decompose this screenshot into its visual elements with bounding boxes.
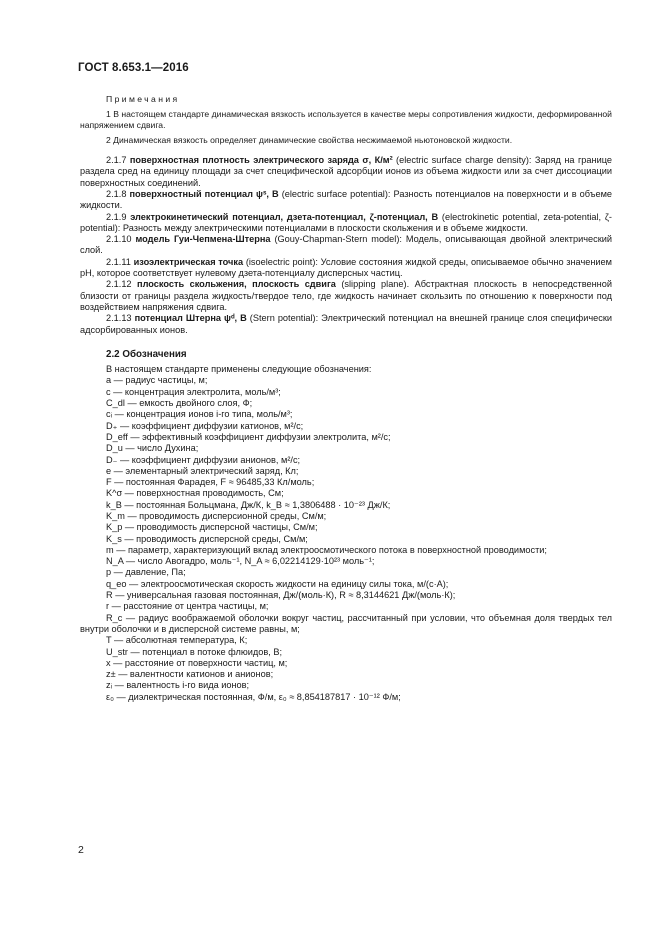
definition-term: поверхностная плотность электрического заряда σ, К/м² — [129, 155, 393, 166]
definition-2.1.8 — [80, 189, 612, 212]
definition-term: модель Гуи-Чепмена-Штерна — [135, 234, 271, 245]
symbol-item: p — давление, Па; — [106, 567, 186, 578]
definition-text: (electrokinetic potential, zeta-potential, ζ-potential): Разность между электрическими потенциалами в плоскости скольжения и в объеме жидкости. — [80, 211, 612, 233]
symbol-item: D₊ — коэффициент диффузии катионов, м²/с; — [106, 420, 304, 431]
symbol-item: m — параметр, характеризующий вклад электроосмотического потока в поверхностной проводимости; — [106, 544, 547, 555]
symbol-item: c — концентрация электролита, моль/м³; — [106, 386, 281, 397]
symbol-item: K_p — проводимость дисперсной частицы, См/м; — [106, 522, 318, 533]
definition-2.1.10 — [80, 234, 612, 257]
symbol-item: D_u — число Духина; — [106, 443, 199, 454]
note-1: 1 В настоящем стандарте динамическая вязкость используется в качестве меры сопротивления жидкости, деформированной напряжением сдвига. — [80, 109, 612, 130]
symbol-item: z± — валентности катионов и анионов; — [106, 669, 274, 680]
symbol-item: a — радиус частицы, м; — [106, 375, 208, 386]
page-content — [80, 94, 612, 703]
definition-term: электрокинетический потенциал, дзета-потенциал, ζ-потенциал, В — [130, 211, 439, 222]
definition-text: (Gouy-Chapman-Stern model): Модель, описывающая двойной электрический слой. — [80, 234, 612, 256]
symbol-item: ε₀ — диэлектрическая постоянная, Ф/м, ε₀ ≈ 8,854187817 · 10⁻¹² Ф/м; — [106, 691, 401, 702]
symbol-item: R — универсальная газовая постоянная, Дж/(моль·К), R ≈ 8,3144621 Дж/(моль·К); — [106, 590, 456, 601]
symbol-item: e — элементарный электрический заряд, Кл; — [106, 465, 299, 476]
definition-number: 2.1.10 — [106, 234, 136, 245]
symbol-item: K^σ — поверхностная проводимость, См; — [106, 488, 284, 499]
definition-number: 2.1.9 — [106, 211, 131, 222]
notes-title: Примечания — [106, 94, 180, 104]
definition-text: (slipping plane). Абстрактная плоскость в непосредственной близости от границы раздела жидкость/твердое тело, где жидкость начинает скользить по отношению к поверхности под воздействием напряжения сдвига. — [80, 279, 612, 312]
symbol-item: N_A — число Авогадро, моль⁻¹, N_A ≈ 6,02214129·10²³ моль⁻¹; — [106, 556, 375, 567]
symbol-item: k_B — постоянная Больцмана, Дж/К, k_B ≈ 1,3806488 · 10⁻²³ Дж/К; — [106, 499, 391, 510]
definition-term: плоскость скольжения, плоскость сдвига — [137, 279, 336, 290]
symbol-item: cᵢ — концентрация ионов i-го типа, моль/м³; — [106, 409, 293, 420]
definition-number: 2.1.7 — [106, 155, 130, 166]
definition-text: (isoelectric point): Условие состояния жидкой среды, описываемое обычно значением pH, которое соответствует нулевому дзета-потенциалу дисперсных частиц. — [80, 256, 612, 279]
definition-2.1.9 — [80, 212, 612, 235]
definition-text: (electric surface charge density): Заряд на границе раздела сред на единицу площади за счет специфической адсорбции ионов из объема жидкости или за счет диссоциации поверхностных соединений. — [80, 155, 612, 188]
page-number: 2 — [78, 844, 84, 856]
definition-2.1.13 — [80, 313, 612, 336]
document-header: ГОСТ 8.653.1—2016 — [78, 62, 189, 74]
note-2: 2 Динамическая вязкость определяет динамические свойства несжимаемой ньютоновской жидкости. — [106, 135, 513, 146]
symbol-item: x — расстояние от поверхности частиц, м; — [106, 657, 288, 668]
symbol-item: K_m — проводимость дисперсионной среды, См/м; — [106, 510, 327, 521]
section-intro: В настоящем стандарте применены следующие обозначения: — [106, 364, 372, 375]
symbols-list — [80, 375, 612, 703]
definition-2.1.7 — [80, 155, 612, 189]
symbol-item: zᵢ — валентность i-го вида ионов; — [106, 680, 250, 691]
definition-number: 2.1.12 — [106, 279, 138, 290]
section-title: 2.2 Обозначения — [106, 348, 187, 360]
symbol-item: D₋ — коэффициент диффузии анионов, м²/с; — [106, 454, 301, 465]
symbol-item: T — абсолютная температура, К; — [106, 635, 248, 646]
definition-term: изоэлектрическая точка — [133, 256, 244, 267]
symbol-item: r — расстояние от центра частицы, м; — [106, 601, 269, 612]
definition-term: потенциал Штерна ψᵈ, В — [134, 313, 247, 324]
symbol-item: R_c — радиус воображаемой оболочки вокруг частиц, рассчитанный при условии, что объемная доля твердых тел внутри оболочки и в дисперсной системе равны, м; — [80, 612, 612, 634]
definition-text: (Stern potential): Электрический потенциал на внешней границе слоя специфически адсорбированных ионов. — [80, 313, 612, 335]
definition-number: 2.1.8 — [106, 188, 130, 199]
symbol-item: q_eo — электроосмотическая скорость жидкости на единицу силы тока, м/(с·А); — [106, 578, 449, 589]
definition-2.1.12 — [80, 279, 612, 313]
symbol-item: F — постоянная Фарадея, F ≈ 96485,33 Кл/моль; — [106, 477, 315, 488]
definitions-list — [80, 155, 612, 336]
definition-2.1.11 — [80, 257, 612, 280]
definition-text: (electric surface potential): Разность потенциалов на поверхности и в объеме жидкости. — [80, 188, 612, 211]
symbol-item: C_dl — емкость двойного слоя, Ф; — [106, 398, 253, 409]
symbol-item: U_str — потенциал в потоке флюидов, В; — [106, 646, 283, 657]
definition-number: 2.1.13 — [106, 313, 135, 324]
symbol-item: K_s — проводимость дисперсной среды, См/м; — [106, 533, 308, 544]
symbol-item: D_eff — эффективный коэффициент диффузии электролита, м²/с; — [106, 431, 391, 442]
definition-term: поверхностный потенциал ψˢ, В — [129, 188, 279, 199]
definition-number: 2.1.11 — [106, 256, 134, 267]
